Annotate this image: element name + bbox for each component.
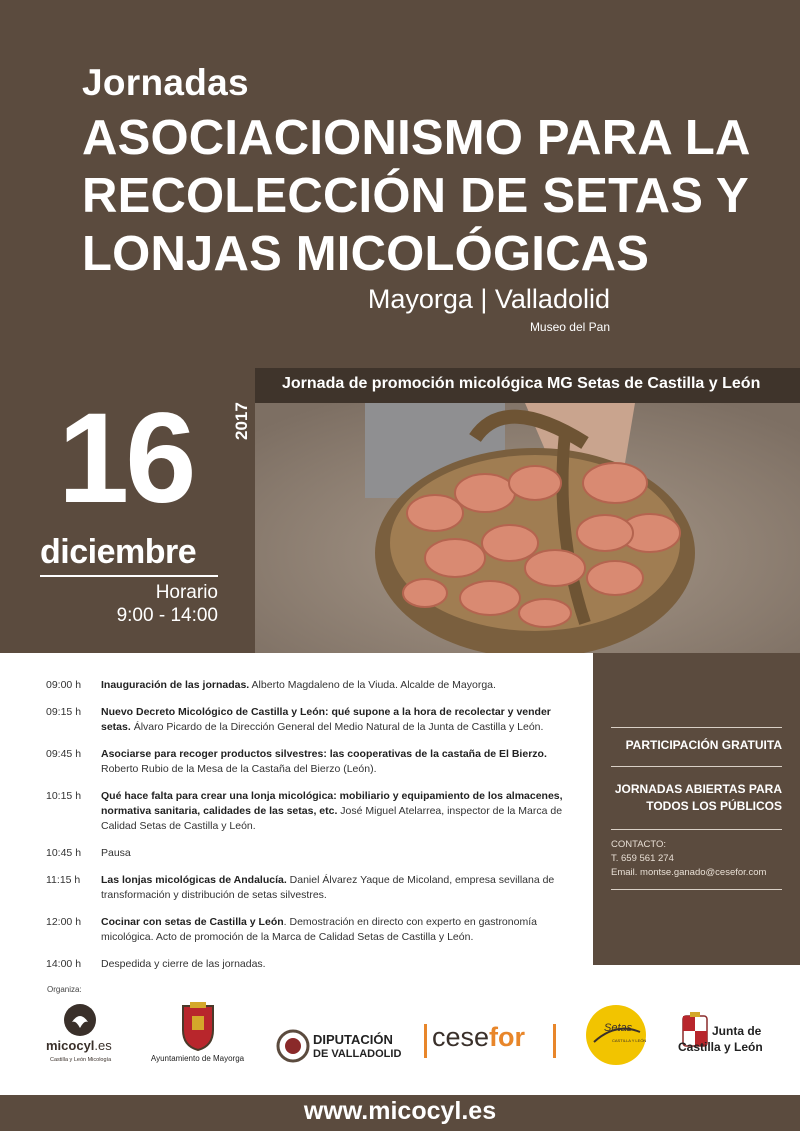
mayorga-name: Ayuntamiento de Mayorga	[150, 1054, 245, 1063]
program-title: Asociarse para recoger productos silvestres: las cooperativas de la castaña de El Bierzo.	[101, 748, 547, 760]
program-item	[46, 705, 576, 735]
diputacion-line-2: DE VALLADOLID	[313, 1048, 402, 1060]
month-divider	[40, 575, 218, 577]
program-time: 09:00 h	[46, 679, 82, 691]
contact-label: CONTACTO:	[611, 839, 667, 850]
program-item	[46, 873, 576, 903]
event-day: 16	[58, 387, 193, 530]
panel-divider	[611, 829, 782, 830]
program-time: 10:45 h	[46, 847, 82, 859]
schedule-label: Horario	[155, 582, 218, 603]
setas-name: Setas	[604, 1022, 633, 1034]
panel-divider	[611, 766, 782, 767]
program-text: Roberto Rubio de la Mesa de la Castaña del Bierzo (León).	[101, 763, 377, 775]
junta-logo	[676, 1000, 768, 1070]
title-line-2: RECOLECCIÓN DE SETAS Y	[82, 169, 749, 223]
diputacion-line-1: DIPUTACIÓN	[313, 1032, 393, 1047]
program-text: . Demostración en directo con experto en gastronomía micológica. Acto de promoción de la Marca de Calidad Setas de Castilla y León.	[101, 916, 537, 943]
program-title: Nuevo Decreto Micológico de Castilla y León: qué supone a la hora de recolectar y vender setas.	[101, 706, 551, 733]
junta-line-2: Castilla y León	[678, 1040, 763, 1054]
cesefor-part-2: for	[489, 1022, 526, 1052]
program-list	[46, 678, 576, 972]
open-public-line-2: TODOS LOS PÚBLICOS	[646, 799, 782, 813]
program-item	[46, 747, 576, 777]
website-link[interactable]: www.micocyl.es	[303, 1097, 497, 1125]
program-title: Las lonjas micológicas de Andalucía.	[101, 874, 287, 886]
setas-subtitle: CASTILLA Y LEÓN	[612, 1038, 647, 1043]
panel-divider	[611, 727, 782, 728]
schedule-time: 9:00 - 14:00	[116, 605, 218, 626]
program-title: Cocinar con setas de Castilla y León	[101, 916, 284, 928]
title-line-1: ASOCIACIONISMO PARA LA	[82, 111, 751, 165]
micocyl-tld: .es	[94, 1038, 112, 1053]
program-desc	[101, 846, 576, 861]
program-title: Inauguración de las jornadas.	[101, 679, 250, 691]
open-public-line-1: JORNADAS ABIERTAS PARA	[614, 782, 782, 796]
program-desc	[101, 957, 576, 972]
program-desc	[101, 915, 576, 945]
program-desc	[101, 705, 576, 735]
contact-phone[interactable]: T. 659 561 274	[611, 853, 674, 864]
program-time: 09:15 h	[46, 706, 82, 718]
title-line-3: LONJAS MICOLÓGICAS	[82, 227, 650, 281]
mayorga-logo	[145, 1000, 250, 1070]
program-desc	[101, 678, 576, 693]
panel-divider	[611, 889, 782, 890]
program-desc	[101, 747, 576, 777]
program-time: 10:15 h	[46, 790, 82, 802]
micocyl-name: micocyl	[46, 1038, 95, 1053]
program-title: Qué hace falta para crear una lonja micológica: mobiliario y equipamiento de los almacenes, normativa sanitaria, calidades de las setas, etc.	[101, 790, 563, 817]
event-year: 2017	[232, 402, 251, 440]
cesefor-part-1: cese	[432, 1022, 490, 1052]
program-text: Alberto Magdaleno de la Viuda. Alcalde de Mayorga.	[249, 679, 496, 691]
setas-logo	[584, 1000, 650, 1070]
free-participation: PARTICIPACIÓN GRATUITA	[625, 738, 782, 752]
program-time: 12:00 h	[46, 916, 82, 928]
cesefor-logo	[424, 1000, 559, 1070]
promo-banner: Jornada de promoción micológica MG Setas de Castilla y León	[255, 368, 800, 403]
diputacion-logo	[275, 1000, 400, 1070]
mushroom-basket-photo	[255, 403, 800, 653]
program-text: Pausa	[101, 847, 131, 859]
micocyl-subtitle: Castilla y León Micología	[50, 1057, 112, 1063]
program-time: 11:15 h	[46, 874, 81, 886]
program-text: Despedida y cierre de las jornadas.	[101, 958, 266, 970]
program-item	[46, 957, 576, 972]
event-type: Jornadas	[82, 62, 249, 103]
program-time: 09:45 h	[46, 748, 82, 760]
event-venue: Museo del Pan	[529, 320, 610, 334]
contact-email[interactable]: Email. montse.ganado@cesefor.com	[611, 867, 767, 878]
micocyl-logo	[42, 1000, 122, 1070]
program-time: 14:00 h	[46, 958, 82, 970]
program-item	[46, 678, 576, 693]
program-text: José Miguel Atelarrea, inspector de la Marca de Calidad Setas de Castilla y León.	[101, 805, 563, 832]
program-desc	[101, 789, 576, 834]
program-item	[46, 789, 576, 834]
program-text: Daniel Álvarez Yaque de Micoland, empresa sevillana de transformación y distribución de setas silvestres.	[101, 874, 555, 901]
program-item	[46, 846, 576, 861]
event-place: Mayorga | Valladolid	[367, 284, 610, 314]
junta-line-1: Junta de	[712, 1024, 762, 1038]
program-desc	[101, 873, 576, 903]
organizers-label: Organiza:	[47, 985, 82, 994]
event-month: diciembre	[40, 533, 197, 571]
program-text: Álvaro Picardo de la Dirección General del Medio Natural de la Junta de Castilla y León.	[130, 721, 544, 733]
program-item	[46, 915, 576, 945]
